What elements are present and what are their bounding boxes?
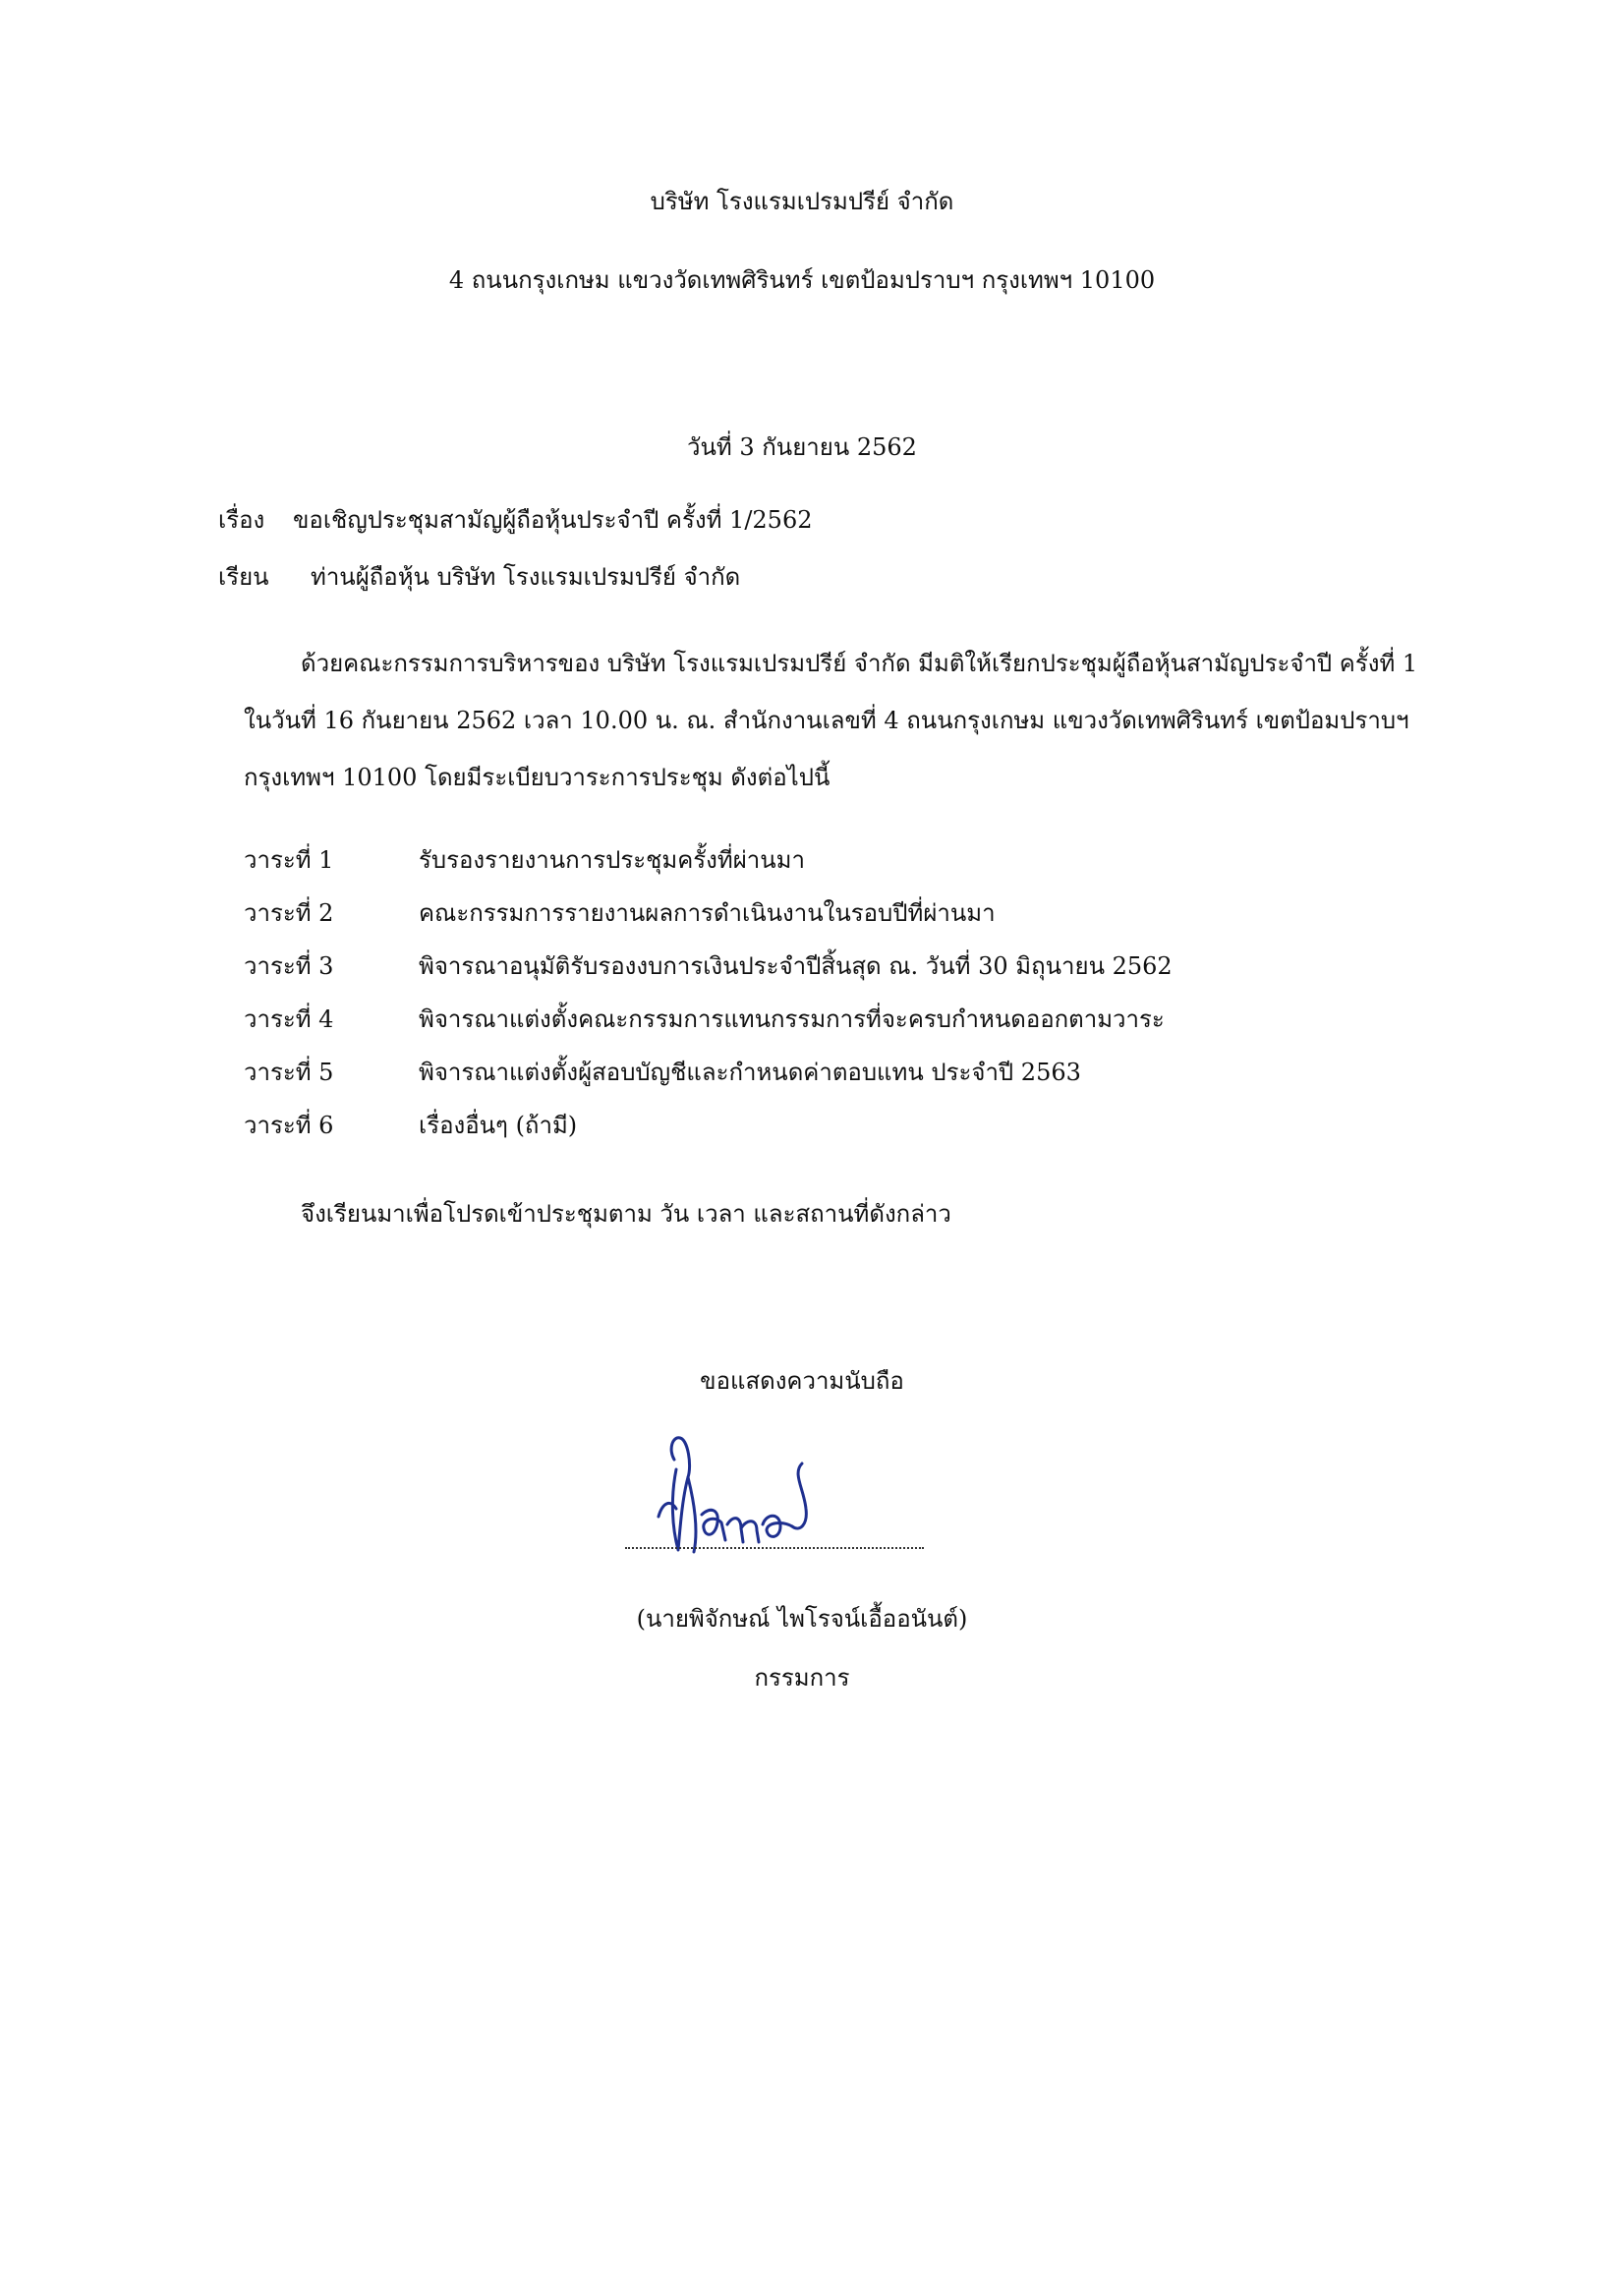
company-address: 4 ถนนกรุงเกษม แขวงวัดเทพศิรินทร์ เขตป้อมปราบฯ กรุงเทพฯ 10100 [448, 266, 1156, 294]
regards-text: ขอแสดงความนับถือ [700, 1367, 904, 1395]
body-line-2: ในวันที่ 16 กันยายน 2562 เวลา 10.00 น. ณ. สำนักงานเลขที่ 4 ถนนกรุงเกษม แขวงวัดเทพศิรินทร์ เขตป้อมปราบฯ [244, 707, 1409, 734]
agenda-item-label: วาระที่ 6 [244, 1112, 334, 1139]
body-line-1: ด้วยคณะกรรมการบริหารของ บริษัท โรงแรมเปรมปรีย์ จำกัด มีมติให้เรียกประชุมผู้ถือหุ้นสามัญประจำปี ครั้งที่ 1 [301, 650, 1418, 677]
handwritten-signature [619, 1430, 944, 1558]
agenda-item-text: พิจารณาอนุมัติรับรองงบการเงินประจำปีสิ้นสุด ณ. วันที่ 30 มิถุนายน 2562 [419, 952, 1173, 980]
agenda-item-text: คณะกรรมการรายงานผลการดำเนินงานในรอบปีที่ผ่านมา [419, 899, 996, 927]
agenda-item-label: วาระที่ 4 [244, 1005, 334, 1033]
letter-date: วันที่ 3 กันยายน 2562 [687, 433, 917, 461]
signature-dotted-line [625, 1547, 924, 1549]
body-line-3: กรุงเทพฯ 10100 โดยมีระเบียบวาระการประชุม ดังต่อไปนี้ [244, 764, 831, 791]
agenda-item-label: วาระที่ 5 [244, 1059, 334, 1086]
closing-sentence: จึงเรียนมาเพื่อโปรดเข้าประชุมตาม วัน เวลา และสถานที่ดังกล่าว [301, 1200, 951, 1228]
agenda-item-label: วาระที่ 1 [244, 846, 334, 874]
agenda-item-text: เรื่องอื่นๆ (ถ้ามี) [419, 1112, 578, 1139]
agenda-item-label: วาระที่ 3 [244, 952, 334, 980]
agenda-item-text: รับรองรายงานการประชุมครั้งที่ผ่านมา [419, 846, 805, 874]
recipient-text: ท่านผู้ถือหุ้น บริษัท โรงแรมเปรมปรีย์ จำกัด [311, 563, 741, 591]
recipient-label: เรียน [218, 563, 269, 591]
subject-text: ขอเชิญประชุมสามัญผู้ถือหุ้นประจำปี ครั้งที่ 1/2562 [293, 506, 813, 534]
signatory-name: (นายพิจักษณ์ ไพโรจน์เอื้ออนันต์) [636, 1605, 968, 1633]
signatory-title: กรรมการ [754, 1664, 850, 1692]
agenda-item-label: วาระที่ 2 [244, 899, 334, 927]
agenda-item-text: พิจารณาแต่งตั้งคณะกรรมการแทนกรรมการที่จะครบกำหนดออกตามวาระ [419, 1005, 1165, 1033]
agenda-item-text: พิจารณาแต่งตั้งผู้สอบบัญชีและกำหนดค่าตอบแทน ประจำปี 2563 [419, 1059, 1081, 1086]
subject-label: เรื่อง [218, 506, 265, 534]
company-name: บริษัท โรงแรมเปรมปรีย์ จำกัด [650, 188, 954, 215]
